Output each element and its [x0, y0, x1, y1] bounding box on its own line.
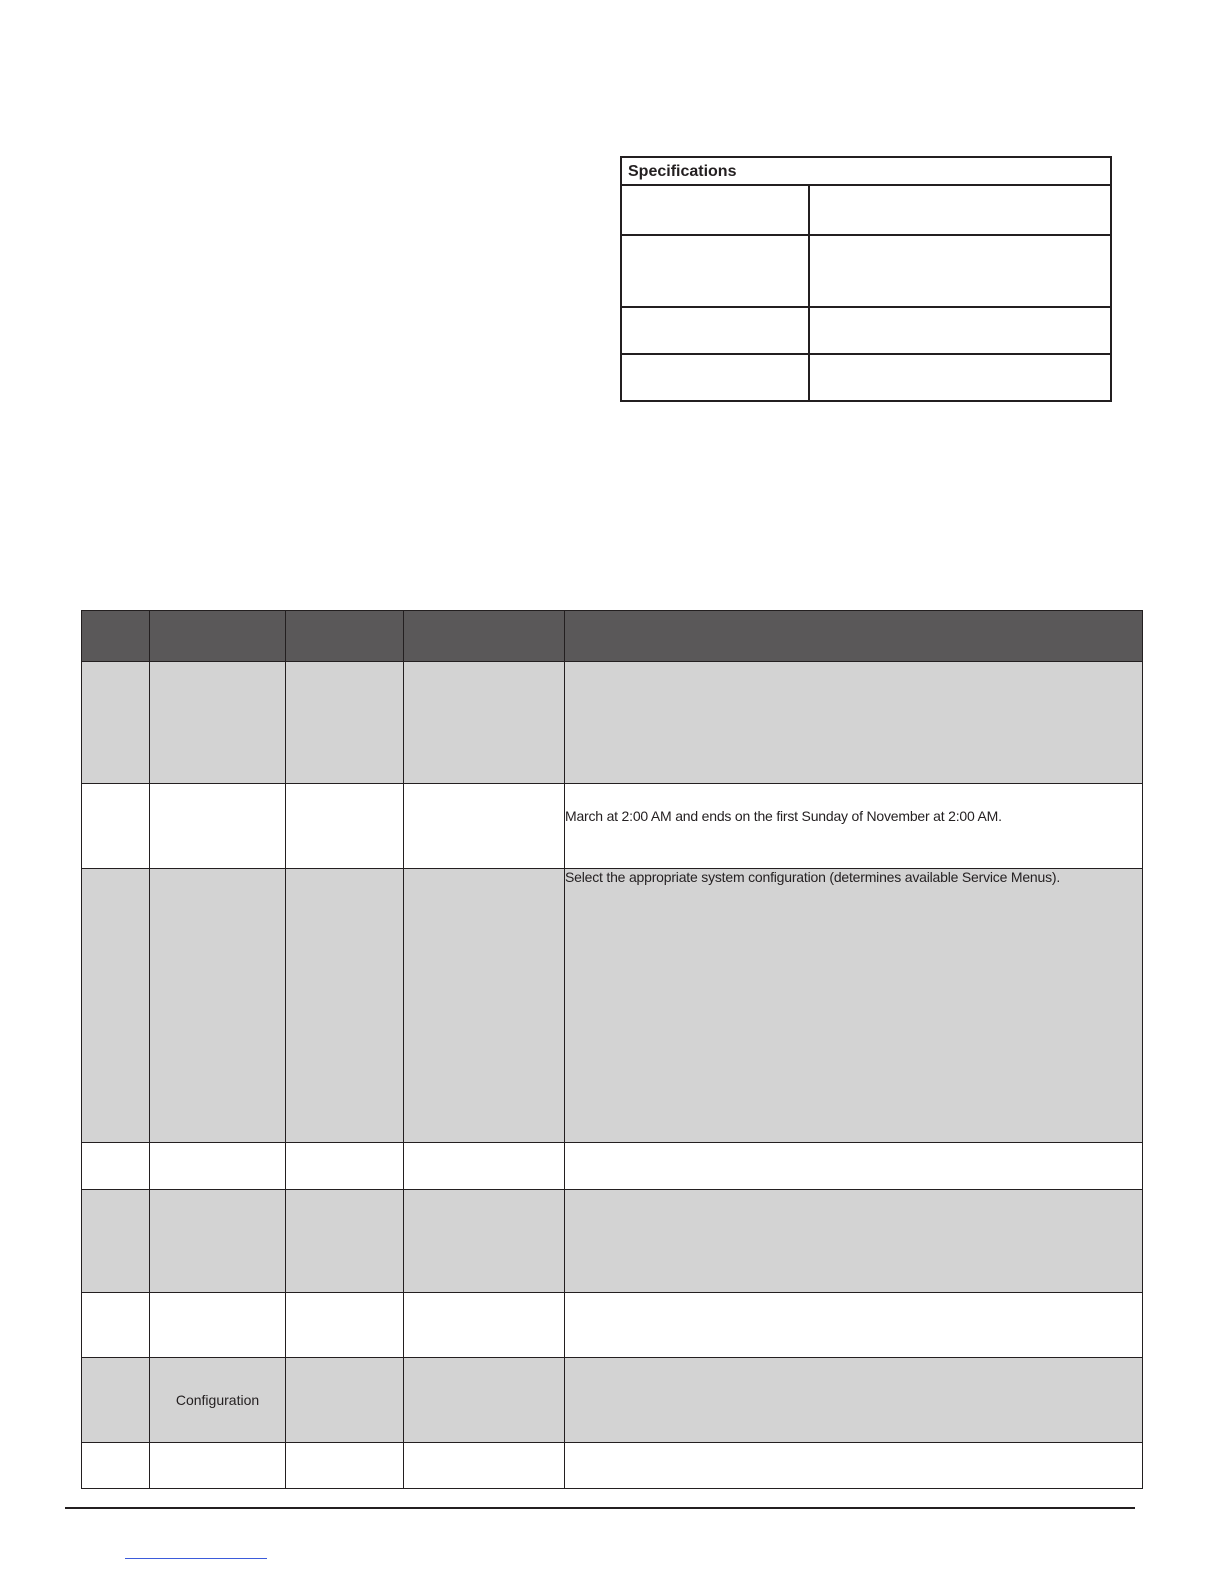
table-cell: [82, 784, 150, 869]
spec-row: [622, 308, 1110, 355]
table-cell: [150, 784, 286, 869]
table-cell: [404, 784, 565, 869]
table-row: [82, 1293, 1143, 1358]
table-cell-description: [565, 1143, 1143, 1190]
spec-row: [622, 186, 1110, 236]
table-cell: [150, 1190, 286, 1293]
table-header-cell: [404, 611, 565, 662]
table-cell-configuration: Configuration: [150, 1358, 286, 1443]
spec-value: [810, 236, 1110, 306]
table-cell-description: [565, 1443, 1143, 1489]
table-cell-description: March at 2:00 AM and ends on the first Sunday of November at 2:00 AM.: [565, 784, 1143, 869]
table-cell: [82, 1143, 150, 1190]
table-cell: [286, 784, 404, 869]
table-header-cell: [150, 611, 286, 662]
table-row: [82, 1190, 1143, 1293]
spec-label: [622, 186, 810, 234]
specifications-box: [620, 156, 1112, 402]
spec-value: [810, 355, 1110, 400]
table-cell: [82, 1293, 150, 1358]
table-cell: [404, 869, 565, 1143]
table-row: [82, 1358, 1143, 1443]
table-cell: [82, 1443, 150, 1489]
table-cell: [286, 1143, 404, 1190]
table-cell: [82, 869, 150, 1143]
table-cell: [404, 1443, 565, 1489]
table-row: [82, 1143, 1143, 1190]
table-cell: [404, 1358, 565, 1443]
table-cell: [150, 1143, 286, 1190]
table-row: [82, 869, 1143, 1143]
table-cell-description: [565, 1190, 1143, 1293]
table-cell-description: [565, 662, 1143, 784]
table-cell: [404, 1143, 565, 1190]
table-cell: [404, 662, 565, 784]
spec-value: [810, 308, 1110, 353]
table-cell: [286, 869, 404, 1143]
table-row: [82, 662, 1143, 784]
table-cell: [286, 662, 404, 784]
table-cell: [82, 1358, 150, 1443]
table-cell: [150, 662, 286, 784]
table-cell: [150, 869, 286, 1143]
spec-row: [622, 355, 1110, 400]
footer-divider: [65, 1507, 1135, 1509]
table-cell: [82, 662, 150, 784]
table-cell: [286, 1443, 404, 1489]
spec-label: [622, 355, 810, 400]
table-row: [82, 1443, 1143, 1489]
specifications-title: Specifications: [622, 158, 1110, 186]
table-cell-description: Select the appropriate system configuration (determines available Service Menus).: [565, 869, 1143, 1143]
table-header-cell: [82, 611, 150, 662]
table-cell: [286, 1358, 404, 1443]
menu-table: [81, 610, 1143, 1489]
table-cell: [150, 1443, 286, 1489]
table-cell: [286, 1190, 404, 1293]
spec-row: [622, 236, 1110, 308]
table-cell-description: [565, 1293, 1143, 1358]
table-header-row: [82, 611, 1143, 662]
table-cell: [150, 1293, 286, 1358]
footer-link-underline[interactable]: [125, 1558, 267, 1559]
spec-label: [622, 236, 810, 306]
table-cell: [82, 1190, 150, 1293]
table-cell: [286, 1293, 404, 1358]
table-row: [82, 784, 1143, 869]
table-cell-description: [565, 1358, 1143, 1443]
table-cell: [404, 1190, 565, 1293]
spec-value: [810, 186, 1110, 234]
table-cell: [404, 1293, 565, 1358]
table-header-cell: [286, 611, 404, 662]
spec-label: [622, 308, 810, 353]
table-header-cell: [565, 611, 1143, 662]
